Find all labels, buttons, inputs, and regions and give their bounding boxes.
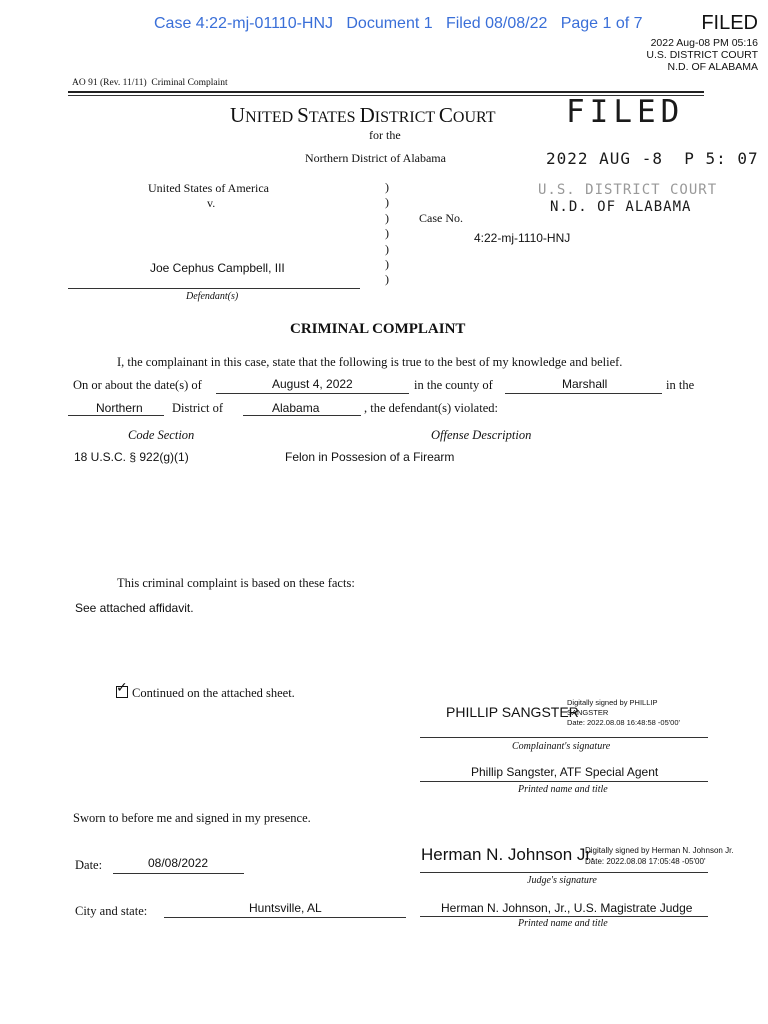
complainant-printed-label: Printed name and title [518, 784, 608, 795]
filed-info [646, 37, 758, 73]
versus-text: v. [207, 196, 216, 210]
filed-court: U.S. DISTRICT COURT [646, 49, 758, 61]
paren: ) [385, 210, 389, 225]
paren: ) [385, 180, 389, 194]
complainant-signature-rule [420, 737, 708, 738]
state-value: Alabama [272, 401, 320, 415]
digital-note-line: SANGSTER [567, 708, 609, 717]
paren: ) [385, 241, 389, 256]
for-the-text: for the [369, 128, 401, 142]
based-on-facts-text: This criminal complaint is based on these facts: [117, 576, 355, 590]
paren: ) [385, 195, 389, 210]
continued-line [116, 680, 295, 701]
city-state-rule [164, 917, 406, 918]
county-blank-rule [505, 393, 662, 394]
code-section-value: 18 U.S.C. § 922(g)(1) [74, 450, 189, 464]
filed-date: 2022 Aug-08 PM 05:16 [650, 37, 758, 49]
code-section-label: Code Section [128, 428, 195, 442]
continued-checkbox [116, 680, 128, 698]
in-the-text: in the [666, 378, 695, 392]
county-value: Marshall [562, 377, 608, 391]
digital-note-line: Date: 2022.08.08 16:48:58 -05'00' [567, 718, 680, 727]
filed-district: N.D. OF ALABAMA [667, 61, 758, 73]
complaint-heading: CRIMINAL COMPLAINT [290, 321, 466, 337]
city-state-value: Huntsville, AL [249, 901, 322, 915]
district-value: Northern [96, 401, 143, 415]
court-title-letter: D [359, 103, 375, 127]
paren: ) [385, 257, 389, 272]
court-title [230, 103, 496, 128]
facts-text: See attached affidavit. [75, 601, 194, 615]
complainant-digital-note [567, 698, 680, 728]
digital-note-line: Digitally signed by Herman N. Johnson Jr. [585, 846, 734, 855]
form-id: AO 91 (Rev. 11/11) [72, 78, 147, 88]
judge-printed-name: Herman N. Johnson, Jr., U.S. Magistrate Judge [441, 901, 693, 915]
judge-signature-rule [420, 872, 708, 873]
offense-date-value: August 4, 2022 [272, 377, 353, 391]
complainant-printed-rule [420, 781, 708, 782]
judge-signature-label: Judge's signature [527, 875, 597, 886]
case-header-line: Case 4:22-mj-01110-HNJ Document 1 Filed 08/08/22 Page 1 of 7 [154, 15, 643, 32]
plaintiff-name: United States of America [148, 181, 269, 195]
date-rule [113, 873, 244, 874]
stamp-district: N.D. OF ALABAMA [550, 199, 692, 215]
stamp-date: 2022 AUG -8 P 5: 07 [546, 149, 759, 168]
judge-printed-label: Printed name and title [518, 918, 608, 929]
header-rule-top [68, 91, 704, 93]
court-title-letter: S [297, 103, 309, 127]
defendant-name: Joe Cephus Campbell, III [150, 261, 285, 275]
court-title-rest: OURT [452, 109, 496, 126]
in-county-of-text: in the county of [414, 378, 493, 392]
check-mark-icon: ✓ [116, 680, 128, 696]
on-or-about-text: On or about the date(s) of [73, 378, 202, 392]
caption-parens [385, 180, 389, 288]
complainant-printed-name: Phillip Sangster, ATF Special Agent [471, 765, 659, 779]
digital-note-line: Digitally signed by PHILLIP [567, 698, 658, 707]
form-name: Criminal Complaint [151, 78, 228, 88]
offense-description-label: Offense Description [431, 428, 532, 442]
defendant-rule [68, 288, 360, 289]
court-district: Northern District of Alabama [305, 151, 446, 165]
date-value: 08/08/2022 [148, 856, 209, 870]
judge-printed-rule [420, 916, 708, 917]
court-title-rest: NITED [245, 109, 298, 126]
digital-note-line: Date: 2022.08.08 17:05:48 -05'00' [585, 857, 706, 866]
complaint-intro: I, the complainant in this case, state that the following is true to the best of my knowledge and belief. [117, 355, 623, 369]
filed-label: FILED [701, 12, 758, 34]
date-blank-rule [216, 393, 409, 394]
city-state-label: City and state: [75, 904, 148, 918]
court-title-letter: C [438, 103, 453, 127]
date-label: Date: [75, 858, 103, 872]
district-of-text: District of [172, 401, 224, 415]
complainant-signature: PHILLIP SANGSTER [446, 704, 579, 720]
offense-description-value: Felon in Possesion of a Firearm [285, 450, 455, 464]
defendant-violated-text: , the defendant(s) violated: [364, 401, 498, 415]
complainant-signature-label: Complainant's signature [512, 741, 611, 752]
continued-text: Continued on the attached sheet. [132, 686, 295, 700]
case-no-label: Case No. [419, 211, 463, 225]
judge-digital-note [585, 845, 734, 867]
defendant-label: Defendant(s) [186, 291, 239, 302]
paren: ) [385, 272, 389, 287]
judge-signature: Herman N. Johnson Jr. [421, 845, 595, 864]
court-title-rest: TATES [308, 109, 360, 126]
court-title-rest: ISTRICT [374, 109, 439, 126]
stamp-filed: FILED [566, 94, 685, 130]
paren: ) [385, 226, 389, 241]
court-title-letter: U [230, 103, 246, 127]
sworn-text: Sworn to before me and signed in my presence. [73, 811, 311, 825]
district-blank-rule [68, 415, 164, 416]
form-id-line [72, 78, 228, 88]
stamp-court: U.S. DISTRICT COURT [538, 182, 718, 198]
state-blank-rule [243, 415, 361, 416]
case-no-value: 4:22-mj-1110-HNJ [474, 231, 571, 245]
